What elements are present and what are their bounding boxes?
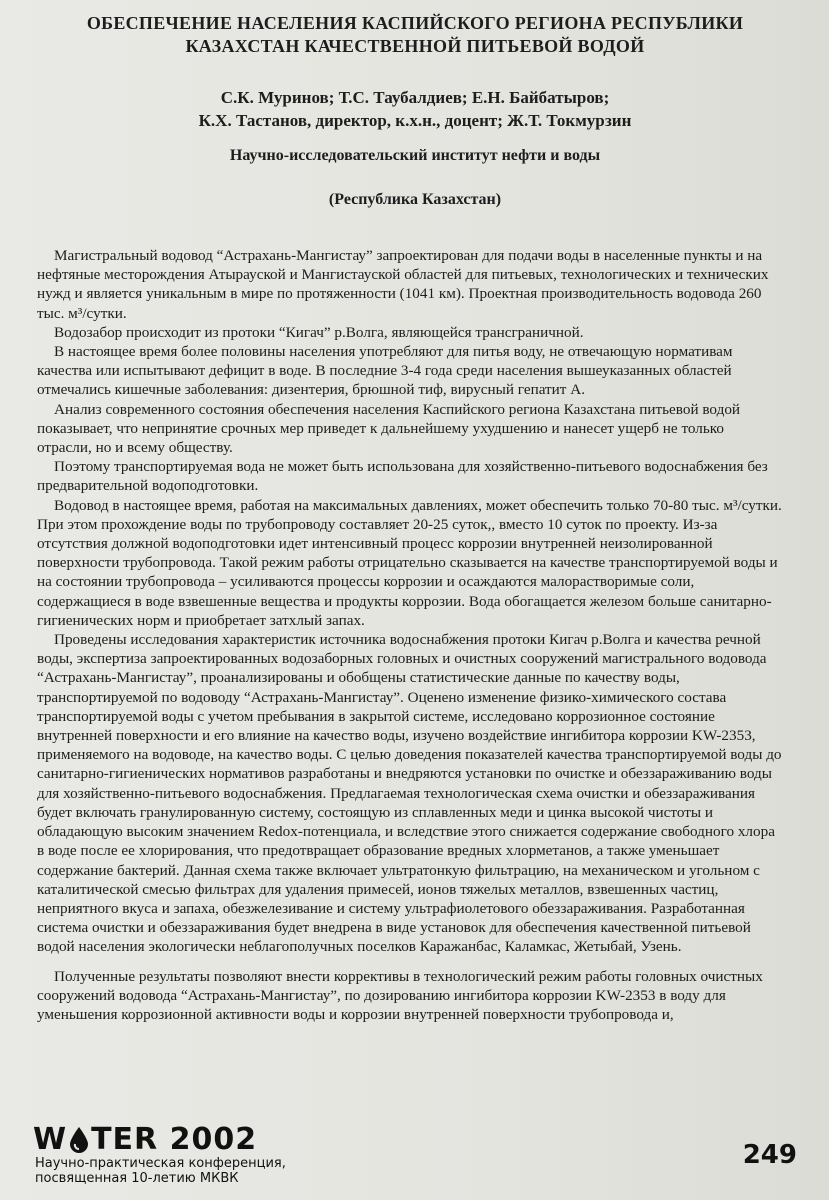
institute-name: Научно-исследовательский институт нефти и воды — [229, 147, 601, 164]
paragraph: Проведены исследования характеристик источника водоснабжения протоки Кигач р.Волга и качества речной воды, экспертиза запроектированных водозаборных головных и очистных сооружений магистрального водовода “Астрахань-Мангистау”, проанализированы и обобщены статистические данные по качеству воды, транспортируемой по водоводу “Астрахань-Мангистау”. Оценено изменение физико-химического состава транспортируемой воды с учетом пребывания в закрытой системе, исследовано коррозионное состояние внутренней поверхности и его влияние на качество воды, изучено воздействие ингибитора коррозии KW-2353, применяемого на водоводе, на качество воды. С целью доведения показателей качества транспортируемой воды до санитарно-гигиенических нормативов разработаны и внедряются установки по очистке и обеззараживанию воды для хозяйственно-питьевого водоснабжения. Предлагаемая технологическая схема очистки и обеззараживания будет включать гранулированную систему, состоящую из сплавленных меди и цинка высокой чистоты и обладающую высоким значением Redox-потенциала, и вследствие этого снижается содержание свободного хлора в воде после ее хлорирования, что предотвращает образование вредных хлорметанов, а также уменьшает содержание бактерий. Данная схема также включает ультратонкую фильтрацию, на механическом и угольном с каталитической смесью фильтрах для удаления примесей, ионов тяжелых металлов, взвешенных частиц, неприятного вкуса и запаха, обезжелезивание и систему ультрафиолетового обеззараживания. Разработанная система очистки и обеззараживания будет внедрена в виде установок для обеспечения качественной питьевой водой населения экологически неблагополучных поселков Каражанбас, Каламкас, Жетыбай, Узень. — [37, 631, 782, 956]
paragraph: Поэтому транспортируемая вода не может быть использована для хозяйственно-питьевого водоснабжения без предварительной водоподготовки. — [37, 458, 768, 495]
title-line-1: ОБЕСПЕЧЕНИЕ НАСЕЛЕНИЯ КАСПИЙСКОГО РЕГИОНА РЕСПУБЛИКИ — [86, 13, 744, 33]
conference-line-1: Научно-практическая конференция, — [35, 1156, 286, 1171]
authors-line-2: К.Х. Тастанов, директор, к.х.н., доцент; Ж.Т. Токмурзин — [198, 111, 632, 130]
authors-line-1: С.К. Муринов; Т.С. Таубалдиев; Е.Н. Байбатыров; — [220, 88, 610, 107]
article-body — [37, 246, 782, 1024]
article-title — [40, 12, 790, 58]
paragraph: В настоящее время более половины населения употребляют для питья воду, не отвечающую нормативам качества или испытывают дефицит в воде. В последние 3-4 года среди населения вышеуказанных областей отмечались кишечные заболевания: дизентерия, брюшной тиф, вирусный гепатит А. — [37, 343, 733, 399]
paragraph: Анализ современного состояния обеспечения населения Каспийского региона Казахстана питьевой водой показывает, что непринятие срочных мер приведет к дальнейшему ухудшению и нанесет ущерб не только отрасли, но и всему обществу. — [37, 400, 741, 457]
authors-block — [40, 86, 790, 132]
paragraph: Полученные результаты позволяют внести коррективы в технологический режим работы головных очистных сооружений водовода “Астрахань-Мангистау”, по дозированию ингибитора коррозии KW-2353 в воду для уменьшения коррозионной активности воды и коррозии внутренней поверхности трубопровода и, — [37, 967, 763, 1023]
paragraph: Водовод в настоящее время, работая на максимальных давлениях, может обеспечить только 70-80 тыс. м³/сутки. При этом прохождение воды по трубопроводу составляет 20-25 суток,, вместо 10 суток по проекту. Из-за отсутствия должной водоподготовки идет интенсивный процесс коррозии внутренней неизолированной поверхности трубопровода. Такой режим работы отрицательно сказывается на качестве транспортируемой воды и на состоянии трубопровода – усиливаются процессы коррозии и осаждаются малорастворимые соли, содержащиеся в воде взвешенные вещества и продукты коррозии. Вода обогащается железом больше санитарно-гигиенических норм и приобретает затхлый запах. — [37, 496, 782, 629]
conference-line-2: посвященная 10-летию МКВК — [35, 1171, 239, 1186]
paragraph: Магистральный водовод “Астрахань-Мангистау” запроектирован для подачи воды в населенные пункты и на нефтяные месторождения Атырауской и Мангистауской областей для питьевых, технологических и технических нужд и является уникальным в мире по протяженности (1041 км). Проектная производительность водовода 260 тыс. м³/сутки. — [37, 247, 769, 322]
paragraph: Водозабор происходит из протоки “Кигач” р.Волга, являющейся трансграничной. — [54, 323, 584, 341]
logo-text: TER 2002 — [91, 1122, 258, 1157]
water-drop-icon — [68, 1126, 90, 1154]
page-number: 249 — [742, 1140, 797, 1170]
water-2002-logo — [33, 1122, 257, 1157]
conference-caption — [35, 1156, 286, 1186]
title-line-2: КАЗАХСТАН КАЧЕСТВЕННОЙ ПИТЬЕВОЙ ВОДОЙ — [185, 36, 645, 56]
page-footer — [33, 1122, 803, 1192]
logo-letter-w: W — [33, 1122, 68, 1157]
country-name: (Республика Казахстан) — [328, 191, 502, 208]
